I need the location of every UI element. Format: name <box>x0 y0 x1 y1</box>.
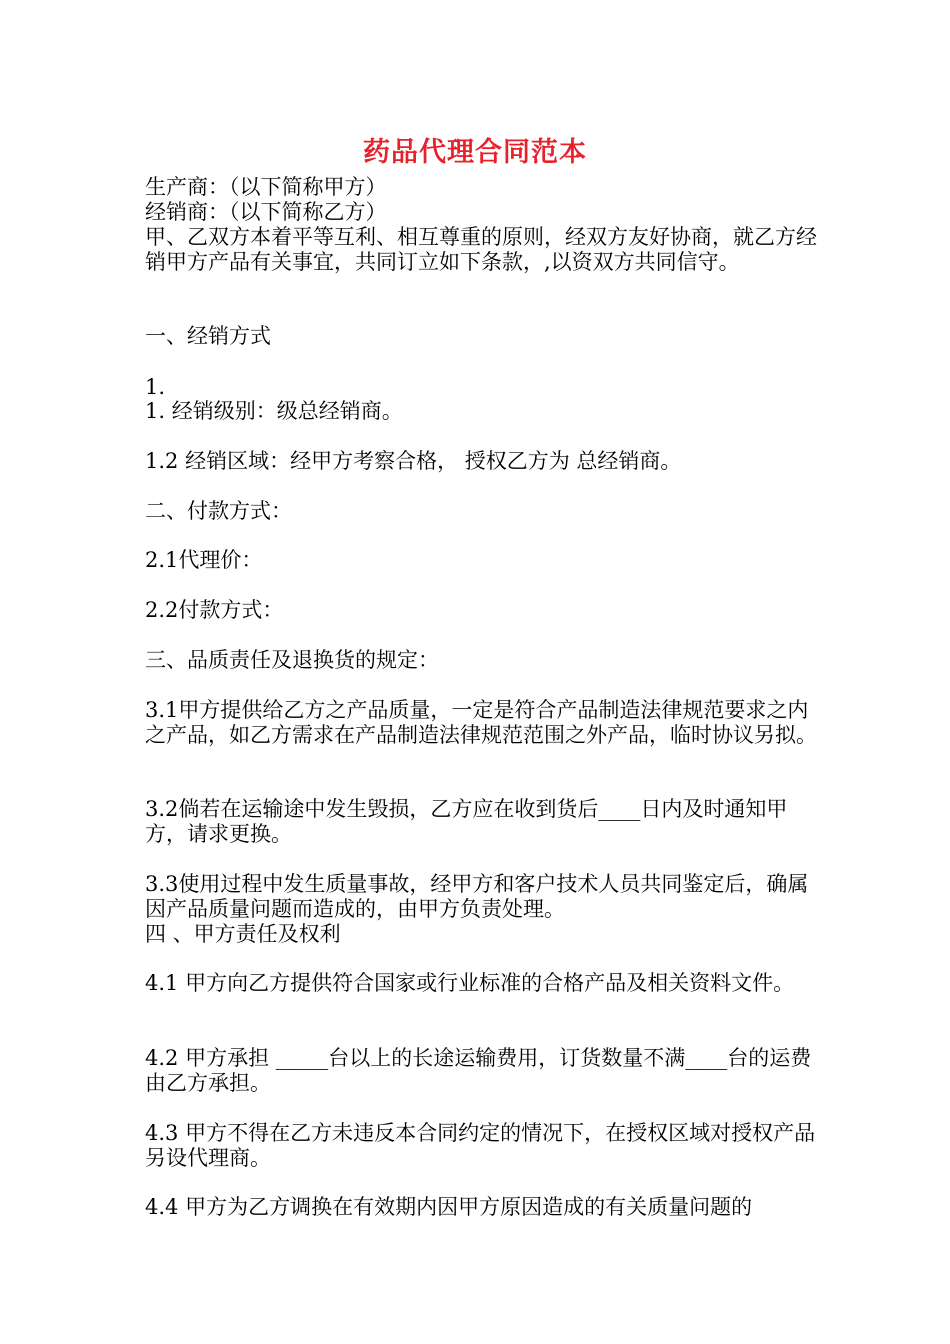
paragraph-4-3: 4.3 甲方不得在乙方未违反本合同约定的情况下，在授权区域对授权产品另设代理商。 <box>145 1121 816 1170</box>
section-heading-4: 四 、甲方责任及权利 <box>145 922 341 946</box>
paragraph-distributor: 经销商：（以下简称乙方） <box>145 200 387 224</box>
section-heading-3: 三、品质责任及退换货的规定： <box>145 648 439 672</box>
paragraph-preamble: 甲、乙双方本着平等互利、相互尊重的原则，经双方友好协商，就乙方经销甲方产品有关事宜，共同订立如下条款，,以资双方共同信守。 <box>145 225 817 274</box>
paragraph-1-1: 1. 经销级别：级总经销商。 <box>145 399 403 423</box>
paragraph-1-2: 1.2 经销区域：经甲方考察合格， 授权乙方为 总经销商。 <box>145 449 682 473</box>
paragraph-3-3: 3.3使用过程中发生质量事故，经甲方和客户技术人员共同鉴定后，确属因产品质量问题而造成的，由甲方负责处理。 <box>145 872 809 921</box>
section-heading-1: 一、经销方式 <box>145 324 271 348</box>
paragraph-4-4: 4.4 甲方为乙方调换在有效期内因甲方原因造成的有关质量问题的 <box>145 1195 753 1219</box>
paragraph-4-2: 4.2 甲方承担 _____台以上的长途运输费用，订货数量不满____台的运费由乙方承担。 <box>145 1046 812 1095</box>
paragraph-4-1: 4.1 甲方向乙方提供符合国家或行业标准的合格产品及相关资料文件。 <box>145 971 795 995</box>
document-title: 药品代理合同范本 <box>363 137 587 168</box>
paragraph-manufacturer: 生产商：（以下简称甲方） <box>145 175 387 199</box>
section-heading-2: 二、付款方式： <box>145 499 292 523</box>
paragraph-1: 1. <box>145 375 166 399</box>
paragraph-2-1: 2.1代理价： <box>145 548 263 572</box>
paragraph-2-2: 2.2付款方式： <box>145 598 284 622</box>
paragraph-3-2: 3.2倘若在运输途中发生毁损，乙方应在收到货后____日内及时通知甲方，请求更换。 <box>145 797 788 846</box>
paragraph-3-1: 3.1甲方提供给乙方之产品质量，一定是符合产品制造法律规范要求之内之产品，如乙方需求在产品制造法律规范范围之外产品，临时协议另拟。 <box>145 698 817 747</box>
